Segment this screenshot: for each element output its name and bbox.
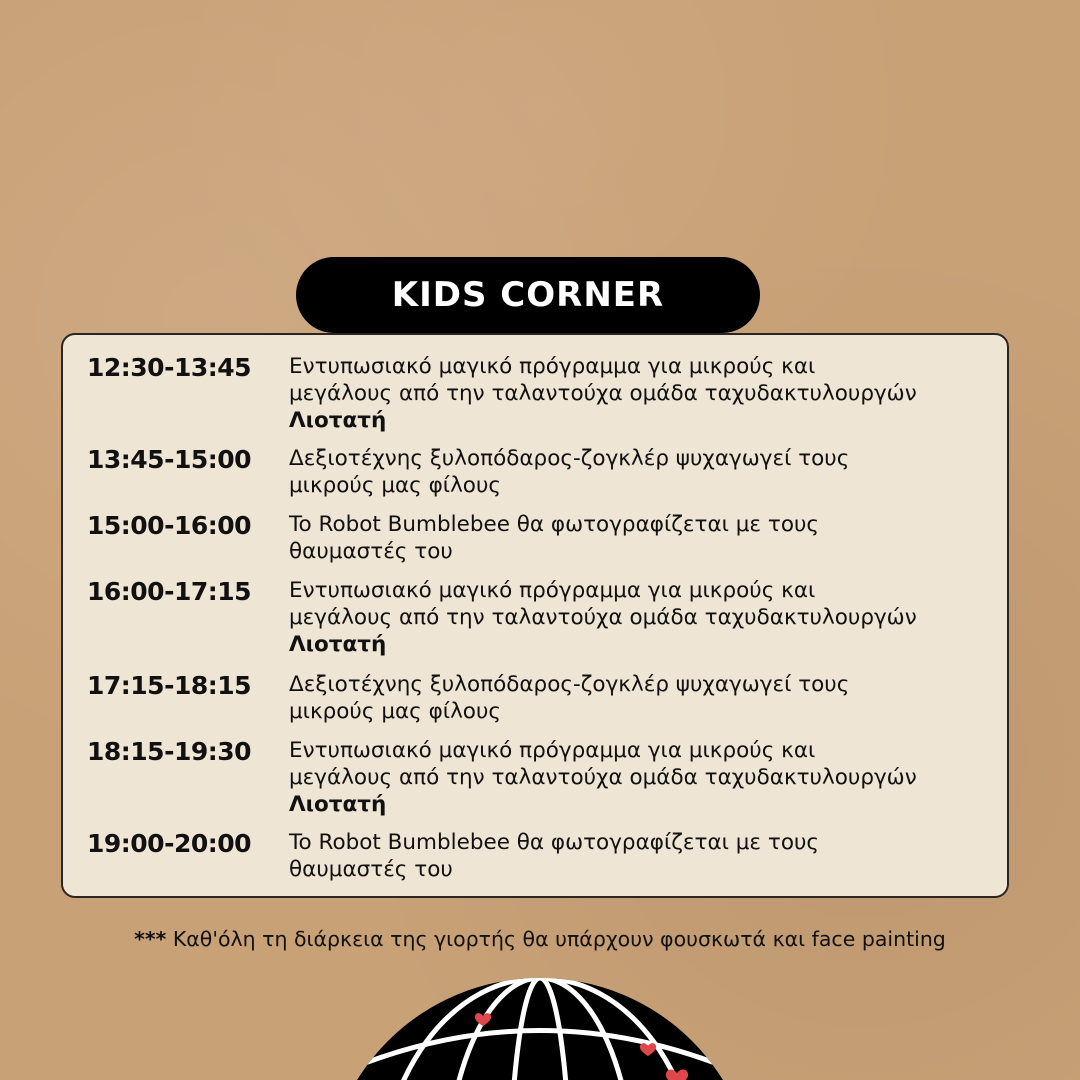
footnote bbox=[0, 927, 1080, 951]
schedule-time: 12:30-13:45 bbox=[87, 353, 252, 382]
description-line: θαυμαστές του bbox=[289, 857, 453, 882]
schedule-description bbox=[289, 353, 1004, 434]
description-line: To Robot Bumblebee θα φωτογραφίζεται με τους bbox=[289, 830, 820, 855]
description-highlight: Λιοτατή bbox=[289, 408, 387, 433]
description-line: Δεξιοτέχνης ξυλοπόδαρος-ζογκλέρ ψυχαγωγεί τους bbox=[289, 446, 850, 471]
schedule-description bbox=[289, 445, 1004, 499]
description-line: Εντυπωσιακό μαγικό πρόγραμμα για μικρούς και bbox=[289, 738, 816, 763]
schedule-time: 19:00-20:00 bbox=[87, 829, 252, 858]
footnote-stars: *** bbox=[134, 927, 167, 951]
description-line: θαυμαστές του bbox=[289, 539, 453, 564]
page-title: KIDS CORNER bbox=[391, 275, 665, 315]
description-line: μικρούς μας φίλους bbox=[289, 473, 502, 498]
description-line: Δεξιοτέχνης ξυλοπόδαρος-ζογκλέρ ψυχαγωγεί τους bbox=[289, 672, 850, 697]
description-highlight: Λιοτατή bbox=[289, 632, 387, 657]
description-line: μεγάλους από την ταλαντούχα ομάδα ταχυδακτυλουργών bbox=[289, 605, 917, 630]
schedule-time: 18:15-19:30 bbox=[87, 737, 252, 766]
schedule-panel bbox=[61, 333, 1009, 898]
schedule-time: 16:00-17:15 bbox=[87, 577, 252, 606]
title-banner bbox=[296, 257, 760, 333]
schedule-time: 13:45-15:00 bbox=[87, 445, 252, 474]
description-line: μεγάλους από την ταλαντούχα ομάδα ταχυδακτυλουργών bbox=[289, 381, 917, 406]
description-line: Εντυπωσιακό μαγικό πρόγραμμα για μικρούς και bbox=[289, 578, 816, 603]
schedule-description bbox=[289, 737, 1004, 818]
footnote-text: Καθ'όλη τη διάρκεια της γιορτής θα υπάρχουν φουσκωτά και face painting bbox=[166, 927, 946, 951]
description-line: To Robot Bumblebee θα φωτογραφίζεται με τους bbox=[289, 512, 820, 537]
schedule-description bbox=[289, 829, 1004, 883]
balloon-graphic bbox=[340, 978, 740, 1080]
schedule-description bbox=[289, 511, 1004, 565]
description-line: μεγάλους από την ταλαντούχα ομάδα ταχυδακτυλουργών bbox=[289, 765, 917, 790]
description-line: Εντυπωσιακό μαγικό πρόγραμμα για μικρούς και bbox=[289, 354, 816, 379]
description-line: μικρούς μας φίλους bbox=[289, 699, 502, 724]
schedule-description bbox=[289, 577, 1004, 658]
schedule-time: 17:15-18:15 bbox=[87, 671, 252, 700]
description-highlight: Λιοτατή bbox=[289, 792, 387, 817]
balloon-illustration bbox=[340, 978, 740, 1080]
schedule-description bbox=[289, 671, 1004, 725]
schedule-time: 15:00-16:00 bbox=[87, 511, 252, 540]
